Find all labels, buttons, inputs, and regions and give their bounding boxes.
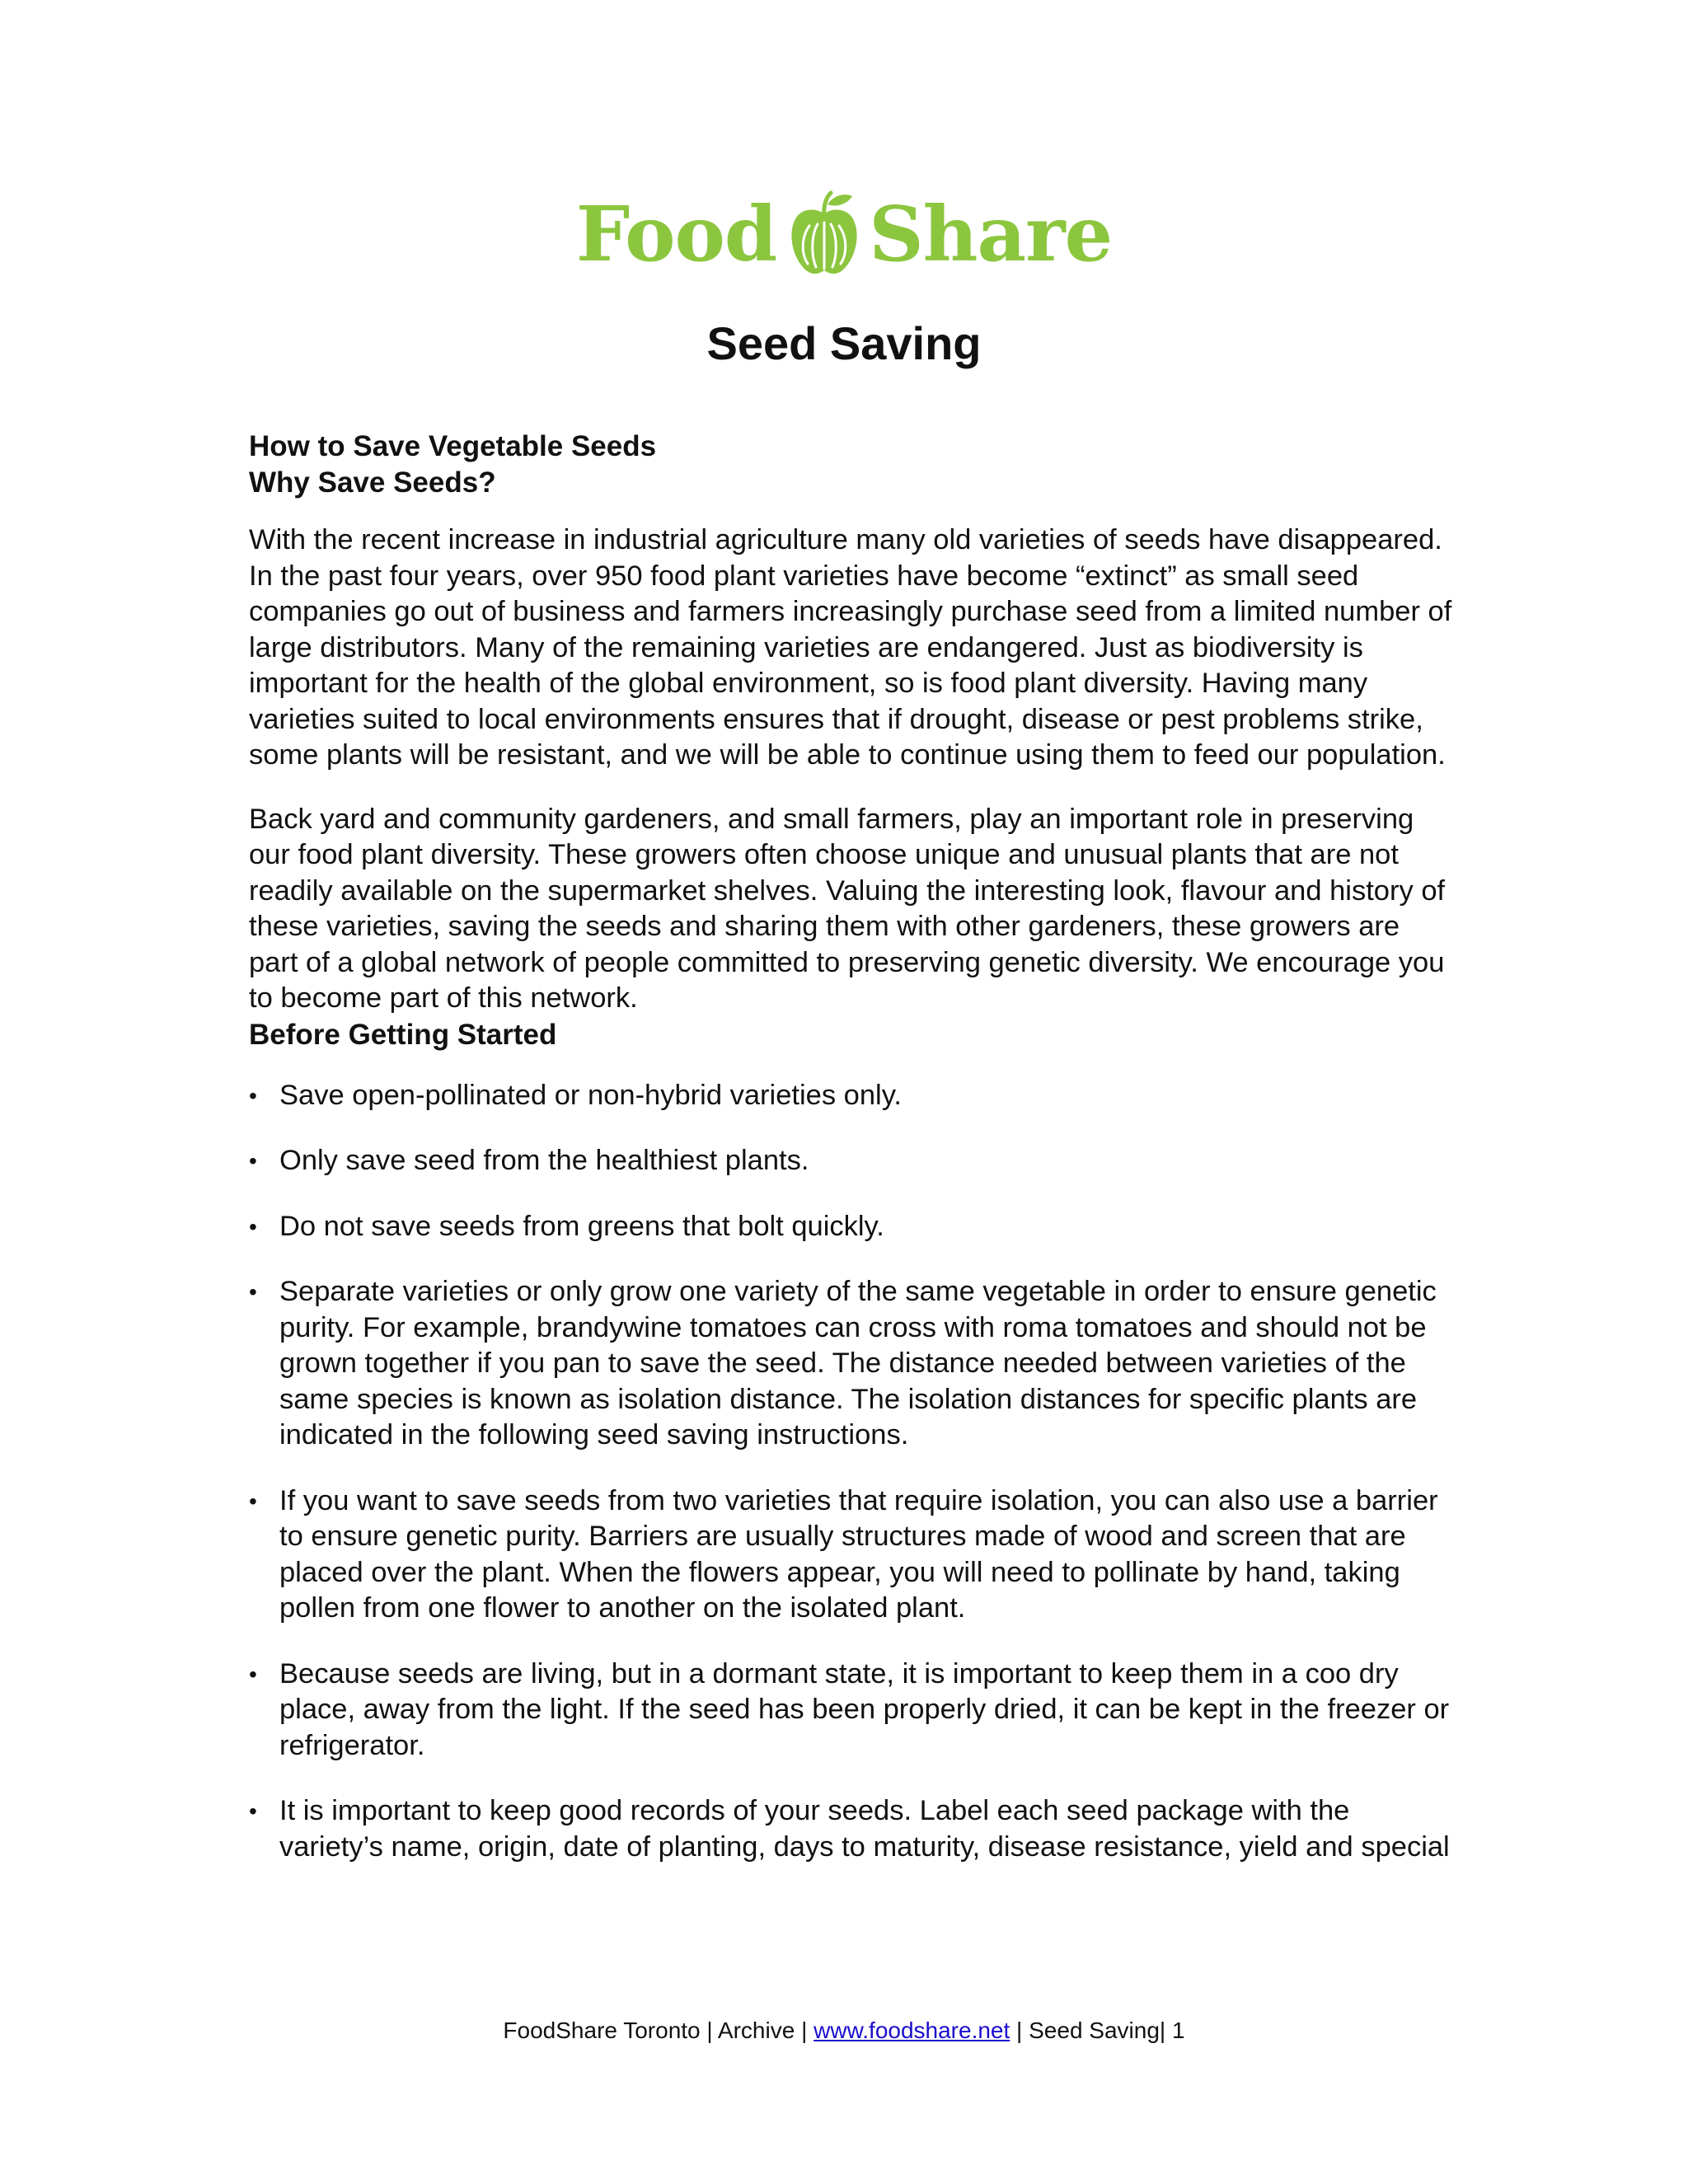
footer-separator: | (700, 2018, 718, 2043)
bullet-icon: • (249, 1488, 257, 1514)
bullet-icon: • (249, 1148, 257, 1174)
paragraph-why-1: With the recent increase in industrial agriculture many old varieties of seeds have disappeared. In the past four years, over 950 food plant varieties have become “extinct” as small seed companies go out of business and farmers increasingly purchase seed from a limited number of large distributors. Many of the remaining varieties are endangered. Just as biodiversity is important for the health of the global environment, so is food plant diversity. Having many varieties suited to local environments ensures that if drought, disease or pest problems strike, some plants will be resistant, and we will be able to continue using them to feed our population. (249, 524, 1452, 771)
list-item (249, 1657, 1452, 1765)
apple-icon (785, 190, 864, 279)
list-item-text: Separate varieties or only grow one variety of the same vegetable in order to ensure genetic purity. For example, brandywine tomatoes can cross with roma tomatoes and should not be grown together if you pan to save the seed. The distance needed between varieties of the same species is known as isolation distance. The isolation distances for specific plants are indicated in the following seed saving instructions. (279, 1276, 1437, 1451)
footer-separator: | (1010, 2018, 1029, 2043)
footer-section: Archive (717, 2018, 795, 2043)
footer-doc-name: Seed Saving (1029, 2018, 1160, 2043)
footer-separator: | (1159, 2018, 1172, 2043)
footer-website-link[interactable]: www.foodshare.net (814, 2018, 1010, 2043)
foodshare-logo (0, 190, 1688, 279)
heading-how-to-save: How to Save Vegetable Seeds (249, 430, 657, 462)
logo-word-food: Food (575, 190, 777, 279)
list-item-text: Save open-pollinated or non-hybrid varieties only. (279, 1079, 902, 1111)
list-item (249, 1078, 1452, 1114)
list-item-text: Do not save seeds from greens that bolt quickly. (279, 1210, 884, 1242)
bullet-icon: • (249, 1082, 257, 1108)
page-footer (0, 2018, 1688, 2044)
bullet-icon: • (249, 1798, 257, 1824)
list-item-text: Only save seed from the healthiest plants. (279, 1145, 809, 1176)
bullet-icon: • (249, 1213, 257, 1240)
footer-separator: | (795, 2018, 814, 2043)
page-title: Seed Saving (706, 317, 982, 369)
tips-list (249, 1078, 1452, 1866)
list-item-text: If you want to save seeds from two varieties that require isolation, you can also use a barrier to ensure genetic purity. Barriers are usually structures made of wood and screen that are placed over the plant. When the flowers appear, you will need to pollinate by hand, taking pollen from one flower to another on the isolated plant. (279, 1484, 1438, 1624)
document-body (249, 429, 1452, 1865)
logo-word-share: Share (869, 190, 1113, 279)
list-item (249, 1209, 1452, 1245)
paragraph-why-2: Back yard and community gardeners, and small farmers, play an important role in preserving our food plant diversity. These growers often choose unique and unusual plants that are not readily available on the supermarket shelves. Valuing the interesting look, flavour and history of these varieties, saving the seeds and sharing them with other gardeners, these growers are part of a global network of people committed to preserving genetic diversity. We encourage you to become part of this network. (249, 803, 1446, 1014)
list-item-text: It is important to keep good records of your seeds. Label each seed package with the variety’s name, origin, date of planting, days to maturity, disease resistance, yield and special (279, 1795, 1450, 1863)
heading-before-started: Before Getting Started (249, 1018, 557, 1051)
bullet-icon: • (249, 1279, 257, 1305)
list-item (249, 1483, 1452, 1627)
footer-org: FoodShare Toronto (503, 2018, 701, 2043)
bullet-icon: • (249, 1661, 257, 1687)
page-number: 1 (1171, 2018, 1185, 2043)
list-item (249, 1793, 1452, 1865)
heading-why-save: Why Save Seeds? (249, 466, 496, 499)
list-item-text: Because seeds are living, but in a dormant state, it is important to keep them in a coo dry place, away from the light. If the seed has been properly dried, it can be kept in the freezer or refrigerator. (279, 1657, 1450, 1761)
list-item (249, 1274, 1452, 1454)
list-item (249, 1143, 1452, 1179)
